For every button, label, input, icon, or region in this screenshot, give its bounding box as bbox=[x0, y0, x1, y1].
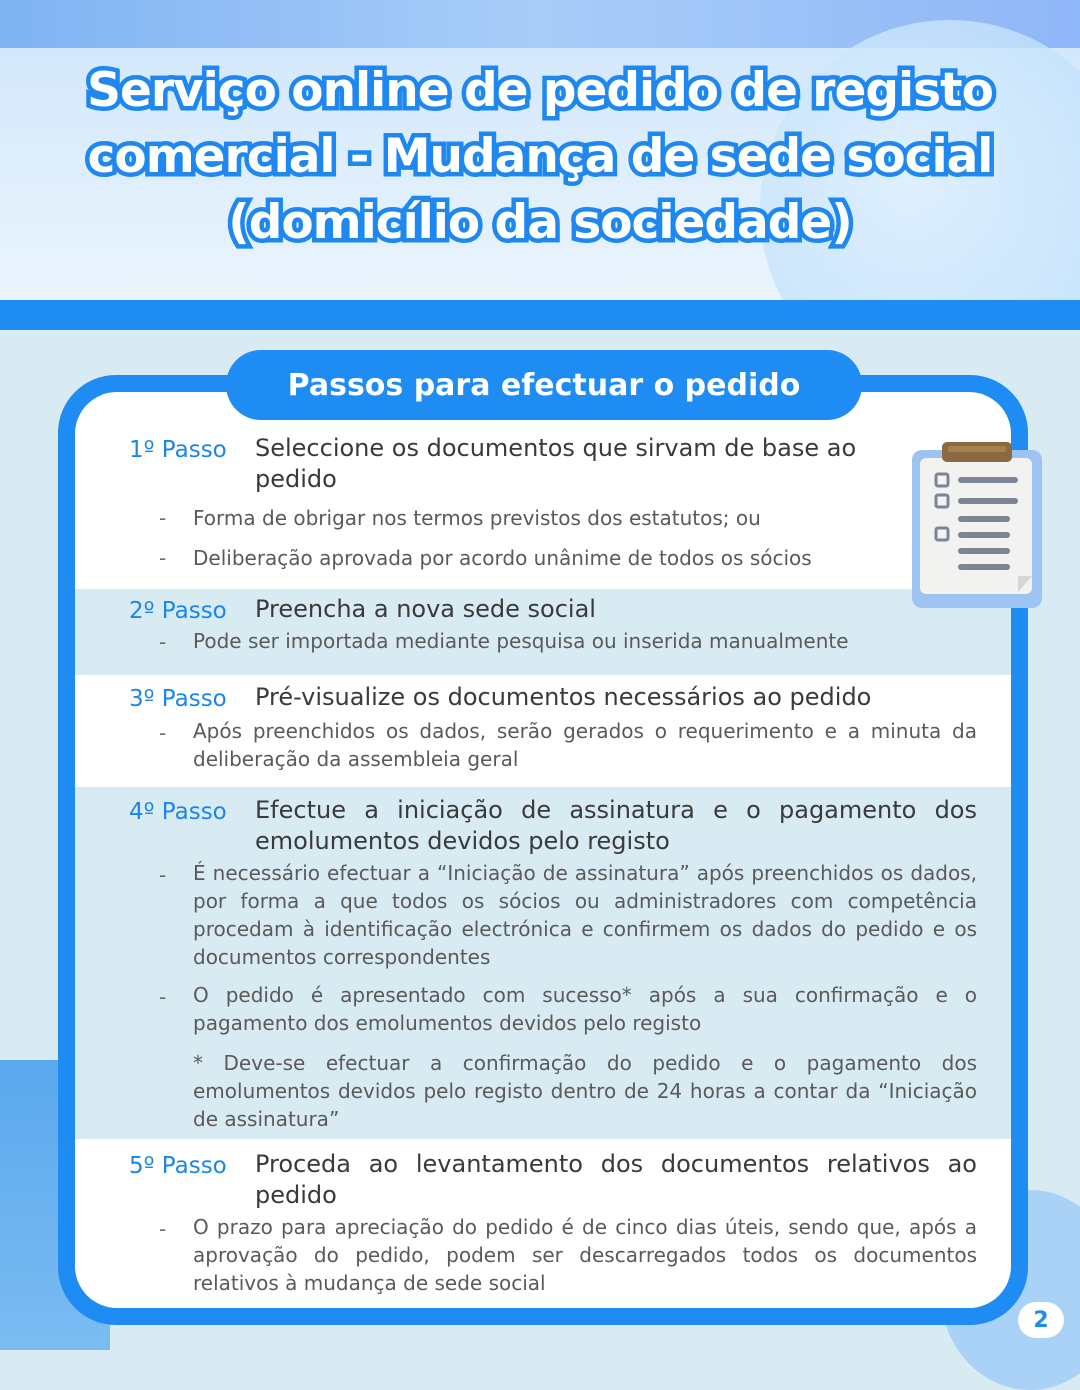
bullet-marker: - bbox=[159, 1217, 167, 1241]
bullet-marker: - bbox=[159, 630, 167, 654]
bullet-marker: - bbox=[159, 506, 167, 530]
bullet-marker: - bbox=[159, 721, 167, 745]
step-3 bbox=[75, 675, 1011, 787]
step-label: 1º Passo bbox=[129, 437, 227, 463]
steps-card bbox=[58, 375, 1028, 1325]
step-label: 3º Passo bbox=[129, 686, 227, 712]
bullet-marker: - bbox=[159, 863, 167, 887]
step-title: Pré-visualize os documentos necessários ao pedido bbox=[255, 683, 872, 711]
page-title bbox=[40, 58, 1040, 256]
step-bullet: O pedido é apresentado com sucesso* após a sua confirmação e o pagamento dos emolumentos devidos pelo registo bbox=[193, 983, 977, 1035]
step-2 bbox=[75, 589, 1011, 675]
clipboard-checklist-icon bbox=[910, 442, 1044, 610]
step-label: 2º Passo bbox=[129, 598, 227, 624]
step-bullet: O prazo para apreciação do pedido é de cinco dias úteis, sendo que, após a aprovação do pedido, podem ser descarregados todos os documentos relativos à mudança de sede social bbox=[193, 1215, 977, 1295]
bullet-marker: - bbox=[159, 985, 167, 1009]
bullet-marker: - bbox=[159, 546, 167, 570]
section-tab-label: Passos para efectuar o pedido bbox=[287, 367, 801, 403]
section-tab bbox=[226, 350, 862, 420]
step-title: Proceda ao levantamento dos documentos relativos ao pedido bbox=[255, 1150, 977, 1209]
title-line-2: comercial - Mudança de sede social bbox=[87, 129, 993, 184]
step-label: 5º Passo bbox=[129, 1153, 227, 1179]
step-title: Seleccione os documentos que sirvam de base ao pedido bbox=[255, 434, 857, 493]
step-4 bbox=[75, 787, 1011, 1139]
step-title: Efectue a iniciação de assinatura e o pagamento dos emolumentos devidos pelo registo bbox=[255, 796, 977, 855]
step-title: Preencha a nova sede social bbox=[255, 595, 596, 623]
step-note: * Deve-se efectuar a confirmação do pedido e o pagamento dos emolumentos devidos pelo registo dentro de 24 horas a contar da “Iniciação de assinatura” bbox=[193, 1051, 977, 1131]
page-number bbox=[1018, 1302, 1064, 1338]
step-5 bbox=[75, 1139, 1011, 1308]
divider-bar bbox=[0, 300, 1080, 330]
step-bullet: Após preenchidos os dados, serão gerados o requerimento e a minuta da deliberação da assembleia geral bbox=[193, 719, 977, 771]
step-1 bbox=[75, 392, 1011, 589]
step-bullet: É necessário efectuar a “Iniciação de assinatura” após preenchidos os dados, por forma a que todos os sócios ou administradores com competência procedam à identificação electrónica e confirmem os dados do pedido e os documentos correspondentes bbox=[193, 861, 977, 969]
step-label: 4º Passo bbox=[129, 799, 227, 825]
title-line-1: Serviço online de pedido de registo bbox=[87, 63, 993, 118]
step-bullet: Pode ser importada mediante pesquisa ou inserida manualmente bbox=[193, 629, 849, 653]
step-bullet: Deliberação aprovada por acordo unânime de todos os sócios bbox=[193, 546, 812, 570]
step-bullet: Forma de obrigar nos termos previstos dos estatutos; ou bbox=[193, 506, 761, 530]
steps-card-body bbox=[75, 392, 1011, 1308]
page-number-label: 2 bbox=[1033, 1307, 1049, 1333]
title-line-3: (domicílio da sociedade) bbox=[228, 195, 852, 250]
